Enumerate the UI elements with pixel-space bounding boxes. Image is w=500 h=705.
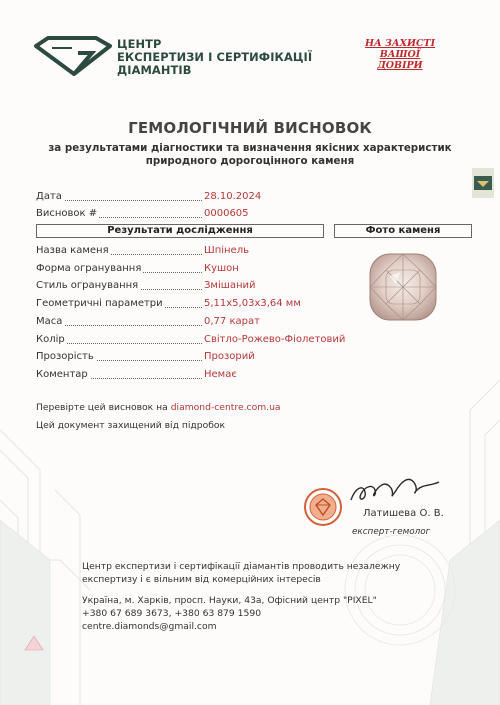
date-value: 28.10.2024 [204,191,262,202]
verify-note [36,402,281,413]
mass-label: Маса [36,316,63,327]
date-label: Дата [36,191,62,202]
footer-line-1: Центр експертизи і сертифікації діамантів проводить незалежну [82,561,401,572]
stamp-line-1: НА ЗАХИСТІ [364,38,436,49]
gemstone-photo [366,250,440,324]
clarity-label: Прозорість [36,351,94,362]
org-line-3: ДІАМАНТІВ [117,63,192,77]
signer-name: Латишева О. В. [363,508,444,519]
result-row [36,316,336,329]
stone-name-value: Шпінель [204,245,249,256]
cut-style-value: Змішаний [204,280,256,291]
verify-link[interactable]: diamond-centre.com.ua [170,402,281,413]
color-value: Світло-Рожево-Фіолетовий [204,334,346,345]
signer-role: експерт-гемолог [352,527,431,537]
footer-line-2: експертизу і є вільним від комерційних інтересів [82,574,321,585]
footer-email[interactable]: centre.diamonds@gmail.com [82,621,217,632]
result-row [36,369,336,382]
cut-shape-label: Форма огранування [36,263,142,274]
conclusion-number-row [36,208,336,221]
results-header: Результати дослідження [36,224,324,238]
clarity-value: Прозорий [204,351,255,362]
footer-address: Україна, м. Харків, просп. Науки, 43а, Офісний центр "PIXEL" [82,595,377,606]
result-row [36,263,336,276]
mass-value: 0,77 карат [204,316,260,327]
subtitle-line-1: за результатами діагностики та визначення якісних характеристик [48,142,452,154]
hologram-icon [472,168,494,198]
org-line-2: ЕКСПЕРТИЗИ І СЕРТИФІКАЦІЇ [117,50,313,64]
result-row [36,298,336,311]
conclusion-number-label: Висновок # [36,208,98,219]
organization-name [117,38,312,77]
verify-text: Перевірте цей висновок на [36,402,171,413]
org-line-1: ЦЕНТР [117,37,162,51]
subtitle-line-2: природного дорогоцінного каменя [145,155,355,167]
result-row [36,334,346,347]
diamond-logo-icon [34,36,112,76]
result-row [36,280,336,293]
comment-value: Немає [204,369,237,380]
footer-phones: +380 67 689 3673, +380 63 879 1590 [82,608,262,619]
stamp-line-2: ВАШОЇ [379,49,421,60]
protection-note: Цей документ захищений від підробок [36,420,226,431]
date-row [36,191,336,204]
comment-label: Коментар [36,369,88,380]
stamp-line-3: ДОВІРИ [377,60,423,71]
stone-name-label: Назва каменя [36,245,109,256]
cut-shape-value: Кушон [204,263,239,274]
document-title: ГЕМОЛОГІЧНИЙ ВИСНОВОК [128,119,372,137]
conclusion-number-value: 0000605 [204,208,249,219]
dimensions-value: 5,11х5,03х3,64 мм [204,298,301,309]
cut-style-label: Стиль огранування [36,280,139,291]
trust-stamp [358,38,442,74]
signature [345,470,445,510]
seal-icon [303,487,343,527]
dimensions-label: Геометричні параметри [36,298,163,309]
color-label: Колір [36,334,65,345]
result-row [36,245,336,258]
photo-header: Фото каменя [334,224,472,238]
result-row [36,351,336,364]
